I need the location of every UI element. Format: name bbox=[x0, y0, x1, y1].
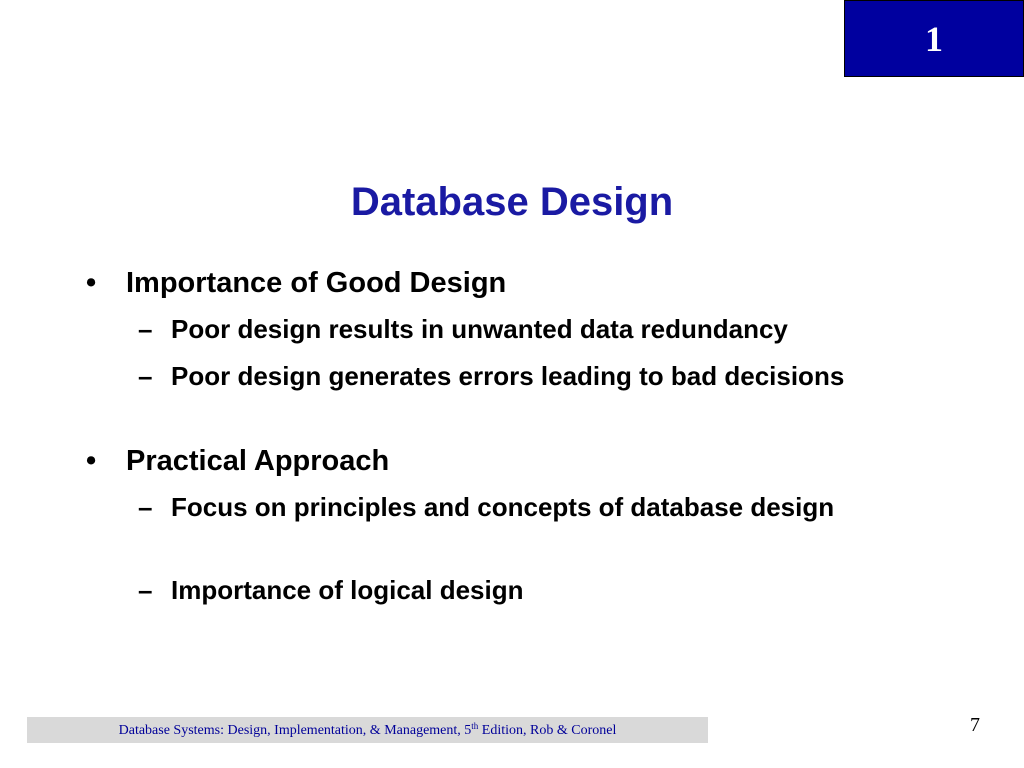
sub-bullet-item bbox=[138, 359, 851, 394]
sub-bullet-marker: – bbox=[138, 314, 153, 344]
chapter-number: 1 bbox=[925, 18, 943, 59]
bullet-marker: • bbox=[86, 445, 97, 477]
page-number: 7 bbox=[970, 714, 980, 736]
sub-bullet-text: Poor design results in unwanted data redundancy bbox=[171, 314, 788, 344]
slide-title: Database Design bbox=[350, 180, 674, 224]
bullet-text: Practical Approach bbox=[126, 445, 390, 477]
sub-bullet-text: Focus on principles and concepts of database design bbox=[171, 492, 835, 522]
footer-citation bbox=[27, 717, 708, 743]
sub-bullet-item bbox=[138, 312, 871, 347]
footer-text: Database Systems: Design, Implementation, & Management, 5th Edition, Rob & Coronel bbox=[118, 721, 617, 738]
bullet-text: Importance of Good Design bbox=[126, 267, 507, 299]
sub-bullet-text: Poor design generates errors leading to bad decisions bbox=[171, 361, 845, 391]
sub-bullet-marker: – bbox=[138, 361, 153, 391]
sub-bullet-item bbox=[138, 573, 871, 608]
sub-bullet-marker: – bbox=[138, 492, 153, 522]
bullet-item bbox=[86, 444, 926, 478]
bullet-marker: • bbox=[86, 267, 97, 299]
bullet-item bbox=[86, 266, 926, 300]
sub-bullet-text: Importance of logical design bbox=[171, 575, 524, 605]
footer-superscript: th bbox=[471, 721, 479, 731]
sub-bullet-item bbox=[138, 490, 871, 525]
sub-bullet-marker: – bbox=[138, 575, 153, 605]
